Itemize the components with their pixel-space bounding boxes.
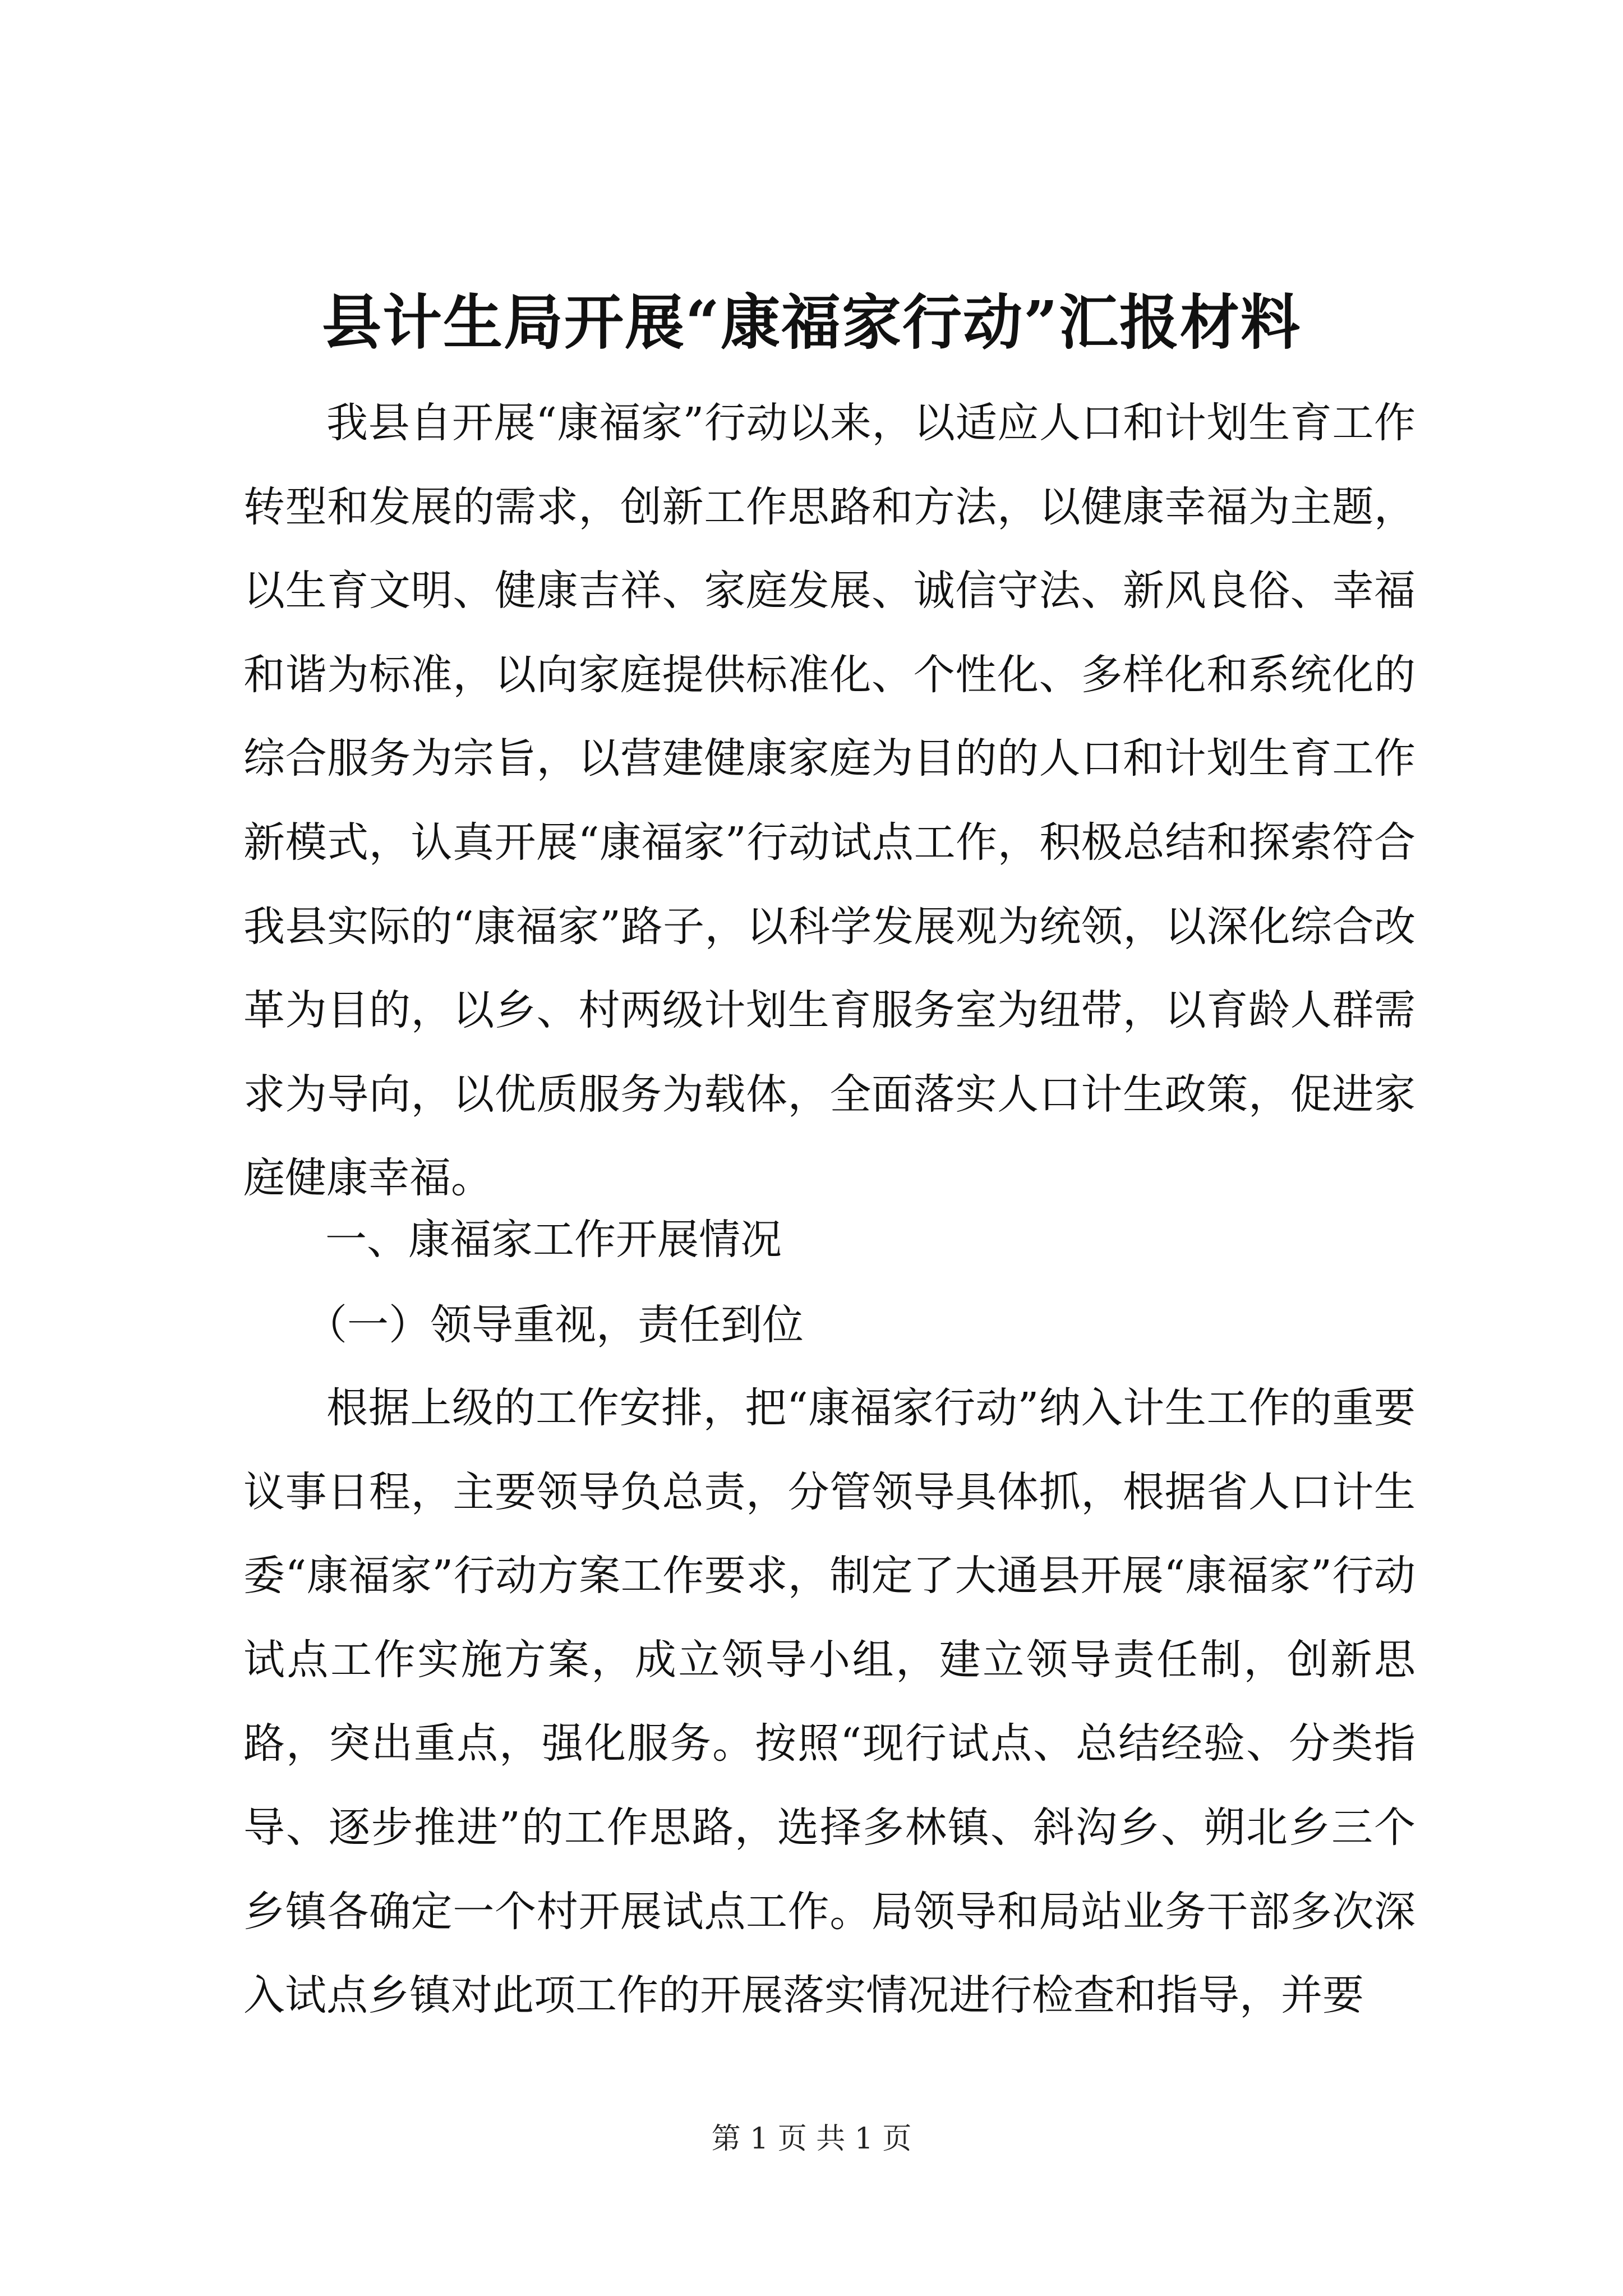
document-title: 县计生局开展“康福家行动”汇报材料 [322,287,1301,357]
page-footer: 第 1 页 共 1 页 [711,2122,912,2156]
body-paragraph: 根据上级的工作安排，把“康福家行动”纳入计生工作的重要议事日程，主要领导负总责，分管领导具体抓，根据省人口计生委“康福家”行动方案工作要求，制定了大通县开展“康福家”行动试点工作实施方案，成立领导小组，建立领导责任制，创新思路，突出重点，强化服务。按照“现行试点、总结经验、分类指导、逐步推进”的工作思路，选择多林镇、斜沟乡、朔北乡三个乡镇各确定一个村开展试点工作。局领导和局站业务干部多次深入试点乡镇对此项工作的开展落实情况进行检查和指导，并要 [243,1384,1415,2020]
subsection-heading: （一）领导重视，责任到位 [306,1301,804,1349]
section-heading: 一、康福家工作开展情况 [325,1216,782,1264]
body-paragraph: 我县自开展“康福家”行动以来，以适应人口和计划生育工作转型和发展的需求，创新工作思路和方法，以健康幸福为主题，以生育文明、健康吉祥、家庭发展、诚信守法、新风良俗、幸福和谐为标准，以向家庭提供标准化、个性化、多样化和系统化的综合服务为宗旨，以营建健康家庭为目的的人口和计划生育工作新模式，认真开展“康福家”行动试点工作，积极总结和探索符合我县实际的“康福家”路子，以科学发展观为统领，以深化综合改革为目的，以乡、村两级计划生育服务室为纽带，以育龄人群需求为导向，以优质服务为载体，全面落实人口计生政策，促进家庭健康幸福。 [243,399,1415,1203]
